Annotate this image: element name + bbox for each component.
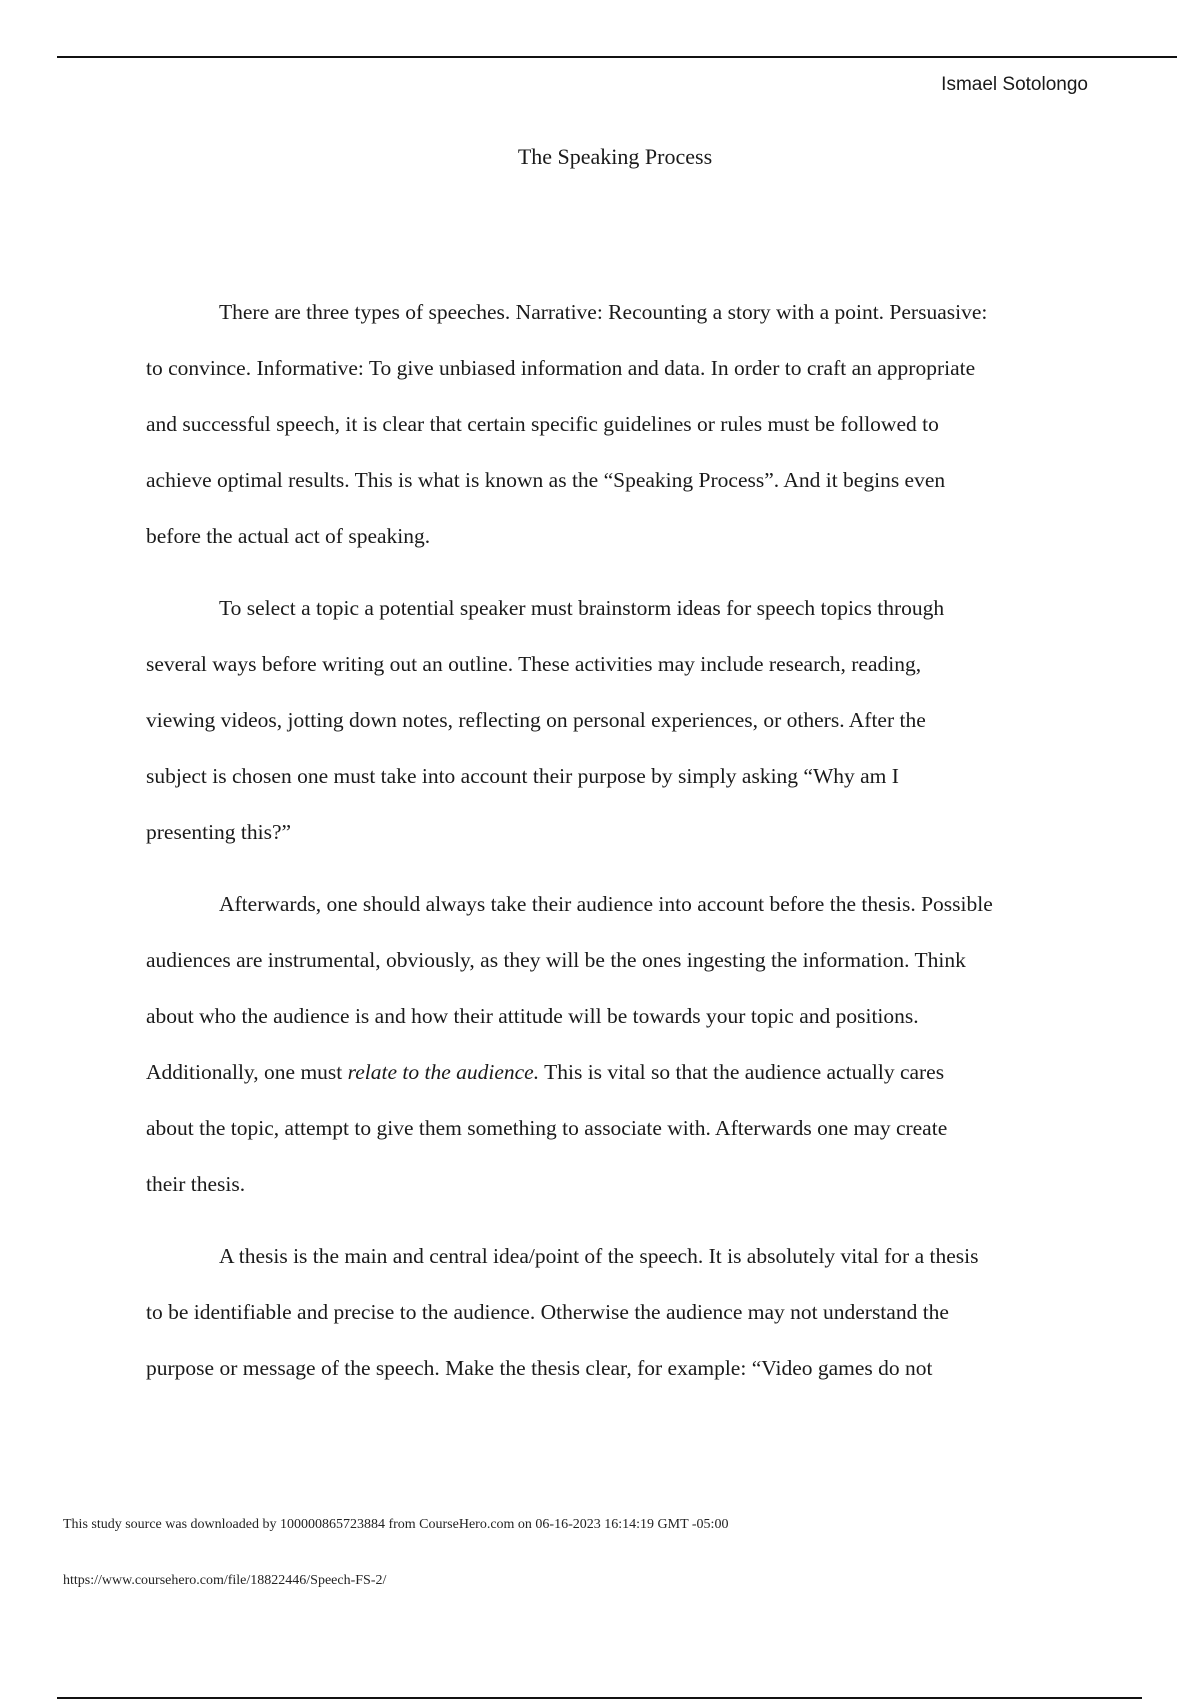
paragraph-3 [146,876,1096,1212]
paragraph-line: their thesis. [146,1172,246,1196]
paragraph-line: There are three types of speeches. Narrative: Recounting a story with a point. Persuasive: [219,300,988,324]
paragraph-line: purpose or message of the speech. Make the thesis clear, for example: “Video games do not [146,1356,933,1380]
paragraph-line: to convince. Informative: To give unbiased information and data. In order to craft an appropriate [146,356,976,380]
paragraph-line: Afterwards, one should always take their audience into account before the thesis. Possible [219,892,993,916]
paragraph-line: about the topic, attempt to give them something to associate with. Afterwards one may create [146,1116,948,1140]
paragraph-line: several ways before writing out an outline. These activities may include research, reading, [146,652,922,676]
document-body [146,284,1096,1412]
paragraph-line: to be identifiable and precise to the audience. Otherwise the audience may not understand the [146,1300,949,1324]
paragraph-1 [146,284,1096,564]
paragraph-line: A thesis is the main and central idea/point of the speech. It is absolutely vital for a thesis [219,1244,979,1268]
author-name: Ismael Sotolongo [941,74,1088,95]
top-rule [57,56,1177,58]
download-notice: This study source was downloaded by 100000865723884 from CourseHero.com on 06-16-2023 16:14:19 GMT -05:00 [63,1517,729,1532]
paragraph-4 [146,1228,1096,1396]
line-text: This is vital so that the audience actually cares [539,1060,945,1084]
line-text: Additionally, one must [146,1060,348,1084]
source-url: https://www.coursehero.com/file/18822446/Speech-FS-2/ [63,1573,387,1588]
paragraph-line: about who the audience is and how their attitude will be towards your topic and positions. [146,1004,919,1028]
document-title: The Speaking Process [517,144,713,169]
italic-phrase: relate to the audience. [347,1060,540,1084]
paragraph-2 [146,580,1096,860]
paragraph-line: achieve optimal results. This is what is known as the “Speaking Process”. And it begins even [146,468,946,492]
paragraph-line-mixed [146,1044,1096,1100]
bottom-rule [57,1697,1142,1699]
paragraph-line: To select a topic a potential speaker must brainstorm ideas for speech topics through [219,596,945,620]
paragraph-line: presenting this?” [146,820,292,844]
paragraph-line: before the actual act of speaking. [146,524,431,548]
paragraph-line: viewing videos, jotting down notes, reflecting on personal experiences, or others. After the [146,708,926,732]
paragraph-line: subject is chosen one must take into account their purpose by simply asking “Why am I [146,764,899,788]
paragraph-line: audiences are instrumental, obviously, as they will be the ones ingesting the information. Think [146,948,966,972]
paragraph-line: and successful speech, it is clear that certain specific guidelines or rules must be followed to [146,412,939,436]
